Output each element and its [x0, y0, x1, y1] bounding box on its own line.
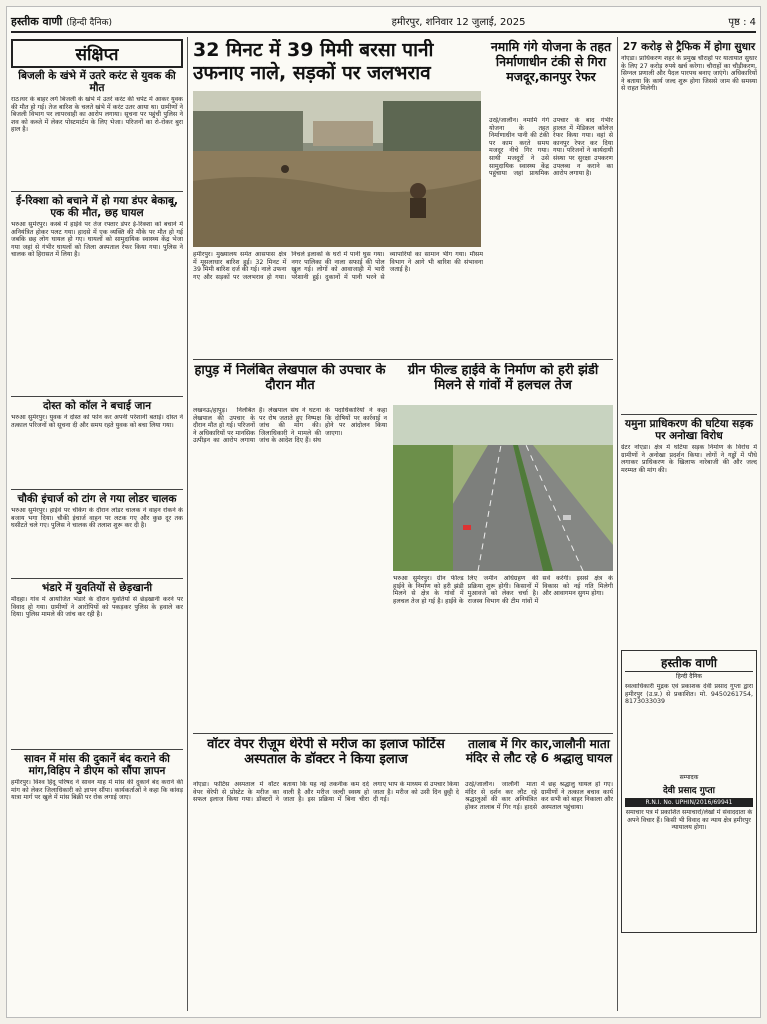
brief-item: सावन में मांस की दुकानें बंद कराने की मांग,विहिप ने डीएम को सौंपा ज्ञापन हमीरपुर। विश्व हिंदू परिषद ने सावन माह में मांस की दुकानें बंद कराने की मांग को लेकर जिलाधिकारी को ज्ञापन सौंपा। कार्यकर्ताओं ने कहा कि कांवड़ यात्रा मार्ग पर खुले में मांस बिक्री पर रोक लगाई जाए। [11, 753, 183, 802]
hapur-body: लखनऊ/हापुड़। निलंबित लेखपाल की उपचार के दौरान मौत हो गई। परिजनों ने अधिकारियों पर मानसिक उत्पीड़न का आरोप लगाया है। लेखपाल संघ ने घटना पर रोष जताते हुए निष्पक्ष जांच की मांग की। जिलाधिकारी ने मामले की जांच के आदेश दिए हैं। संघ के पदाधिकारियों ने कहा कि दोषियों पर कार्रवाई न होने पर आंदोलन किया जाएगा। [193, 407, 387, 445]
fortis-headline-box: वॉटर वेपर रीज़ूम थेरेपी से मरीज का इलाज फोर्टिस अस्पताल के डॉक्टर ने किया इलाज [207, 737, 445, 767]
column-divider [617, 37, 618, 1011]
lead-headline-2: उफनाए नाले, सड़कों पर जलभराव [193, 62, 431, 84]
page-number: पृष्ठ : 4 [728, 17, 756, 28]
imprint-text: स्वत्वाधिकारी मुद्रक एवं प्रकाशक देवी प्रसाद गुप्ता द्वारा हमीरपुर (उ.प्र.) से प्रकाशित। मो. 9450261754, 8173033039 [625, 683, 753, 706]
flood-photo [193, 91, 481, 247]
section-title: संक्षिप्त [11, 39, 183, 68]
imprint-title: हस्तीक वाणी [625, 654, 753, 672]
issue-date: हमीरपुर, शनिवार 12 जुलाई, 2025 [391, 17, 526, 28]
rni-number: R.N.I. No. UPHIN/2016/69941 [625, 798, 753, 807]
hapur-headline-box: हापुड़ में निलंबित लेखपाल की उपचार के दौरान मौत [194, 363, 386, 393]
greenfield-body: भरुआ सुमेरपुर। ग्रीन फील्ड हाईवे के निर्माण को हरी झंडी मिलने से क्षेत्र के गांवों में हलचल तेज हो गई है। हाईवे के लिए जमीन अधिग्रहण की प्रक्रिया शुरू होगी। किसानों में मुआवजे को लेकर चर्चा है। राजस्व विभाग की टीम गांवों में सर्वे करेगी। इससे क्षेत्र के विकास को नई गति मिलेगी और आवागमन सुगम होगा। [393, 575, 613, 605]
brief-item: भंडारे में युवतियों से छेड़खानी मौदहा। गांव में आयोजित भंडारे के दौरान युवतियों से छेड़खानी करने पर विवाद हो गया। ग्रामीणों ने आरोपियों को पकड़कर पुलिस के हवाले कर दिया। पुलिस मामले की जांच कर रही है। [11, 582, 183, 619]
masthead [11, 11, 756, 33]
fortis-body: नोएडा। फोर्टिस अस्पताल में वॉटर वेपर थेरेपी से प्रोस्टेट के मरीज का सफल इलाज किया गया। डॉक्टरों ने बताया कि यह नई तकनीक कम दर्द वाली है और मरीज जल्दी स्वस्थ हो जाता है। इस प्रक्रिया में बिना चीरा लगाए भाप के माध्यम से उपचार किया जाता है। मरीज को उसी दिन छुट्टी दे दी गई। [193, 781, 459, 804]
lead-headline-1: 32 मिनट में 39 मिमी बरसा पानी [193, 39, 434, 61]
noida-story: 27 करोड़ से ट्रैफिक में होगा सुधार नोएडा। प्राधिकरण शहर के प्रमुख चौराहों पर यातायात सुधार के लिए 27 करोड़ रुपये खर्च करेगा। चौराहों का चौड़ीकरण, सिग्नल प्रणाली और पैदल पारपथ बनाए जाएंगे। अधिकारियों ने बताया कि कार्य जल्द शुरू होगा जिससे जाम की समस्या से राहत मिलेगी। यमुना प्राधिकरण की घटिया सड़क पर अनोखा विरोध ग्रेटर नोएडा। क्षेत्र में घटिया सड़क निर्माण के विरोध में ग्रामीणों ने अनोखा प्रदर्शन किया। लोगों ने गड्ढों में पौधे लगाकर प्राधिकरण के खिलाफ नारेबाजी की और जल्द मरम्मत की मांग की। [621, 41, 757, 474]
brief-column [11, 39, 183, 1013]
column-divider [187, 37, 188, 1011]
greenfield-headline-box: ग्रीन फील्ड हाईवे के निर्माण को हरी झंडी मिलने से गांवों में हलचल तेज [407, 363, 599, 393]
highway-photo [393, 405, 613, 571]
newspaper-page [6, 6, 761, 1018]
pond-body: उरई/जालौन। जालौनी माता मंदिर से दर्शन कर लौट रहे श्रद्धालुओं की कार अनियंत्रित होकर तालाब में गिर गई। हादसे में छह श्रद्धालु घायल हो गए। ग्रामीणों ने तत्काल बचाव कार्य कर सभी को बाहर निकाला और अस्पताल पहुंचाया। [465, 781, 613, 811]
imprint-subtitle: हिन्दी दैनिक [676, 673, 702, 680]
brief-item: चौकी इंचार्ज को टांग ले गया लोडर चालक भरुआ सुमेरपुर। हाईवे पर चेकिंग के दौरान लोडर चालक ने वाहन रोकने के बजाय भगा दिया। चौकी इंचार्ज वाहन पर लटक गए और कुछ दूर तक घसीटते चले गए। पुलिस ने चालक की तलाश शुरू कर दी है। [11, 493, 183, 530]
disclaimer: समाचार पत्र में प्रकाशित समाचारों/लेखों में संवाददाता के अपने विचार हैं। किसी भी विवाद का न्याय क्षेत्र हमीरपुर न्यायालय होगा। [625, 809, 753, 832]
brief-item: दोस्त को कॉल ने बचाई जान भरुआ सुमेरपुर। युवक ने दोस्त को फोन कर अपनी परेशानी बताई। दोस्त ने तत्काल परिजनों को सूचना दी और समय रहते युवक को बचा लिया गया। [11, 400, 183, 429]
editor-name: देवी प्रसाद गुप्ता [663, 786, 715, 796]
paper-name: हस्तीक वाणी (हिन्दी दैनिक) [11, 14, 113, 28]
lead-body: हमीरपुर। मुख्यालय समेत आसपास क्षेत्र में मूसलाधार बारिश हुई। 32 मिनट में 39 मिमी बारिश दर्ज की गई। नाले उफना गए और सड़कों पर जलभराव हो गया। निचले इलाकों के घरों में पानी घुस गया। नगर पालिका की नाला सफाई की पोल खुल गई। लोगों को आवाजाही में भारी परेशानी हुई। दुकानों में पानी भरने से व्यापारियों का सामान भीग गया। मौसम विभाग ने आगे भी बारिश की संभावना जताई है। [193, 251, 483, 281]
imprint-box [621, 647, 757, 1013]
namami-story: नमामि गंगे योजना के तहत निर्माणाधीन टंकी से गिरा मजदूर,कानपुर रेफर [490, 39, 612, 84]
namami-body: उरई/जालौन। नमामि गंगे योजना के तहत निर्माणाधीन पानी की टंकी पर काम करते समय मजदूर नीचे गिर गया। साथी मजदूरों ने उसे सामुदायिक स्वास्थ्य केंद्र पहुंचाया जहां प्राथमिक उपचार के बाद गंभीर हालत में मेडिकल कॉलेज रेफर किया गया। वहां से कानपुर रेफर कर दिया गया। परिजनों ने कार्यदायी संस्था पर सुरक्षा उपकरण उपलब्ध न कराने का आरोप लगाया है। [489, 117, 613, 178]
brief-item: ई-रिक्शा को बचाने में हो गया डंपर बेकाबू, एक की मौत, छह घायल भरुआ सुमेरपुर। कस्बे में हाईवे पर तेज रफ्तार डंपर ई-रिक्शा को बचाने में अनियंत्रित होकर पलट गया। हादसे में एक व्यक्ति की मौके पर मौत हो गई जबकि छह लोग घायल हो गए। घायलों को सामुदायिक स्वास्थ्य केंद्र भेजा गया जहां से गंभीर घायलों को जिला अस्पताल रेफर किया गया। पुलिस ने चालक को हिरासत में लिया है। [11, 195, 183, 259]
pond-headline-box: तालाब में गिर कार,जालौनी माता मंदिर से लौट रहे 6 श्रद्धालु घायल [465, 737, 613, 765]
brief-item: बिजली के खंभे में उतरे करंट से युवक की मौत राठ।घर के बाहर लगे बिजली के खंभे में उतरे करंट की चपेट में आकर युवक की मौत हो गई। तेज बारिश के चलते खंभे में करंट उतर आया था। ग्रामीणों ने बिजली विभाग पर लापरवाही का आरोप लगाया। सूचना पर पहुंची पुलिस ने शव को कब्जे में लेकर पोस्टमार्टम के लिए भेजा। परिजनों का रो-रोकर बुरा हाल है। [11, 70, 183, 134]
editor-label: सम्पादक [679, 774, 699, 781]
